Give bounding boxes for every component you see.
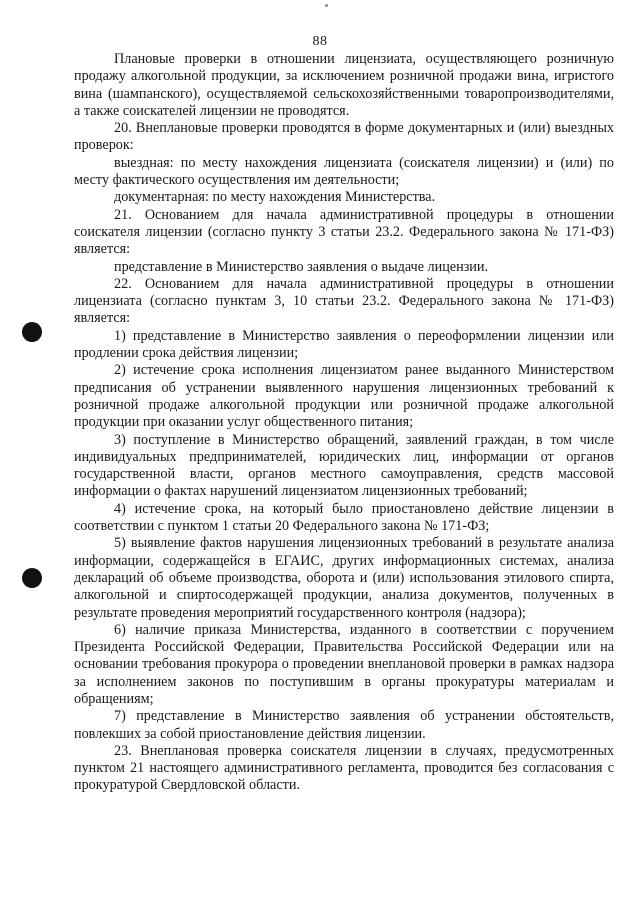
punch-hole-bottom xyxy=(22,568,42,588)
list-item-22-7: 7) представление в Министерство заявления об устранении обстоятельств, повлекших за собой приостановление действия лицензии. xyxy=(74,708,614,742)
paragraph-21-basis: представление в Министерство заявления о выдаче лицензии. xyxy=(114,258,489,275)
punch-hole-top xyxy=(22,322,42,342)
paragraph-22: 22. Основанием для начала административной процедуры в отношении лицензиата (согласно пунктам 3, 10 статьи 23.2. Федерального закона № 171-ФЗ) является: xyxy=(74,275,614,327)
list-item-22-1: 1) представление в Министерство заявления о переоформлении лицензии или продлении срока действия лицензии; xyxy=(74,327,614,362)
list-item-22-3: 3) поступление в Министерство обращений, заявлений граждан, в том числе индивидуальных предпринимателей, юридических лиц, информации от органов государственной власти, органов местного самоуправления, средств массовой информации о фактах нарушений лицензиатом лицензионных требований; xyxy=(74,431,614,500)
paragraph-20: 20. Внеплановые проверки проводятся в форме документарных и (или) выездных проверок: xyxy=(74,120,614,154)
paragraph-field-inspection: выездная: по месту нахождения лицензиата (соискателя лицензии) и (или) по месту фактического осуществления им деятельности; xyxy=(74,154,614,189)
paragraph-21: 21. Основанием для начала административной процедуры в отношении соискателя лицензии (согласно пункту 3 статьи 23.2. Федерального закона № 171-ФЗ) является: xyxy=(74,206,614,258)
paragraph-planned-inspections: Плановые проверки в отношении лицензиата, осуществляющего розничную продажу алкогольной продукции, за исключением розничной продажи вина, игристого вина (шампанского), осуществляемой сельскохозяйственными товаропроизводителями, а также соискателей лицензии не проводятся. xyxy=(74,51,614,119)
paragraph-23: 23. Внеплановая проверка соискателя лицензии в случаях, предусмотренных пунктом 21 настоящего административного регламента, проводится без согласования с прокуратурой Свердловской области. xyxy=(74,742,614,794)
page-number: 88 xyxy=(312,34,328,49)
scan-speck xyxy=(325,4,328,7)
document-body xyxy=(74,51,614,795)
list-item-22-4: 4) истечение срока, на который было приостановлено действие лицензии в соответствии с пунктом 1 статьи 20 Федерального закона № 171-ФЗ; xyxy=(74,500,614,535)
paragraph-document-inspection: документарная: по месту нахождения Министерства. xyxy=(114,189,436,206)
list-item-22-5: 5) выявление фактов нарушения лицензионных требований в результате анализа информации, содержащейся в ЕГАИС, других информационных системах, анализа деклараций об объеме производства, оборота и (или) использования этилового спирта, алкогольной и спиртосодержащей продукции, анализа документов, полученных в результате проведения мероприятий государственного контроля (надзора); xyxy=(74,535,614,621)
list-item-22-2: 2) истечение срока исполнения лицензиатом ранее выданного Министерством предписания об устранении выявленного нарушения лицензионных требований к розничной продаже алкогольной продукции или розничной продаже алкогольной продукции при оказании услуг общественного питания; xyxy=(74,362,614,431)
list-item-22-6: 6) наличие приказа Министерства, изданного в соответствии с поручением Президента Российской Федерации, Правительства Российской Федерации или на основании требования прокурора о проведении внеплановой проверки в рамках надзора за исполнением законов по поступившим в органы прокуратуры материалам и обращениям; xyxy=(74,621,614,707)
